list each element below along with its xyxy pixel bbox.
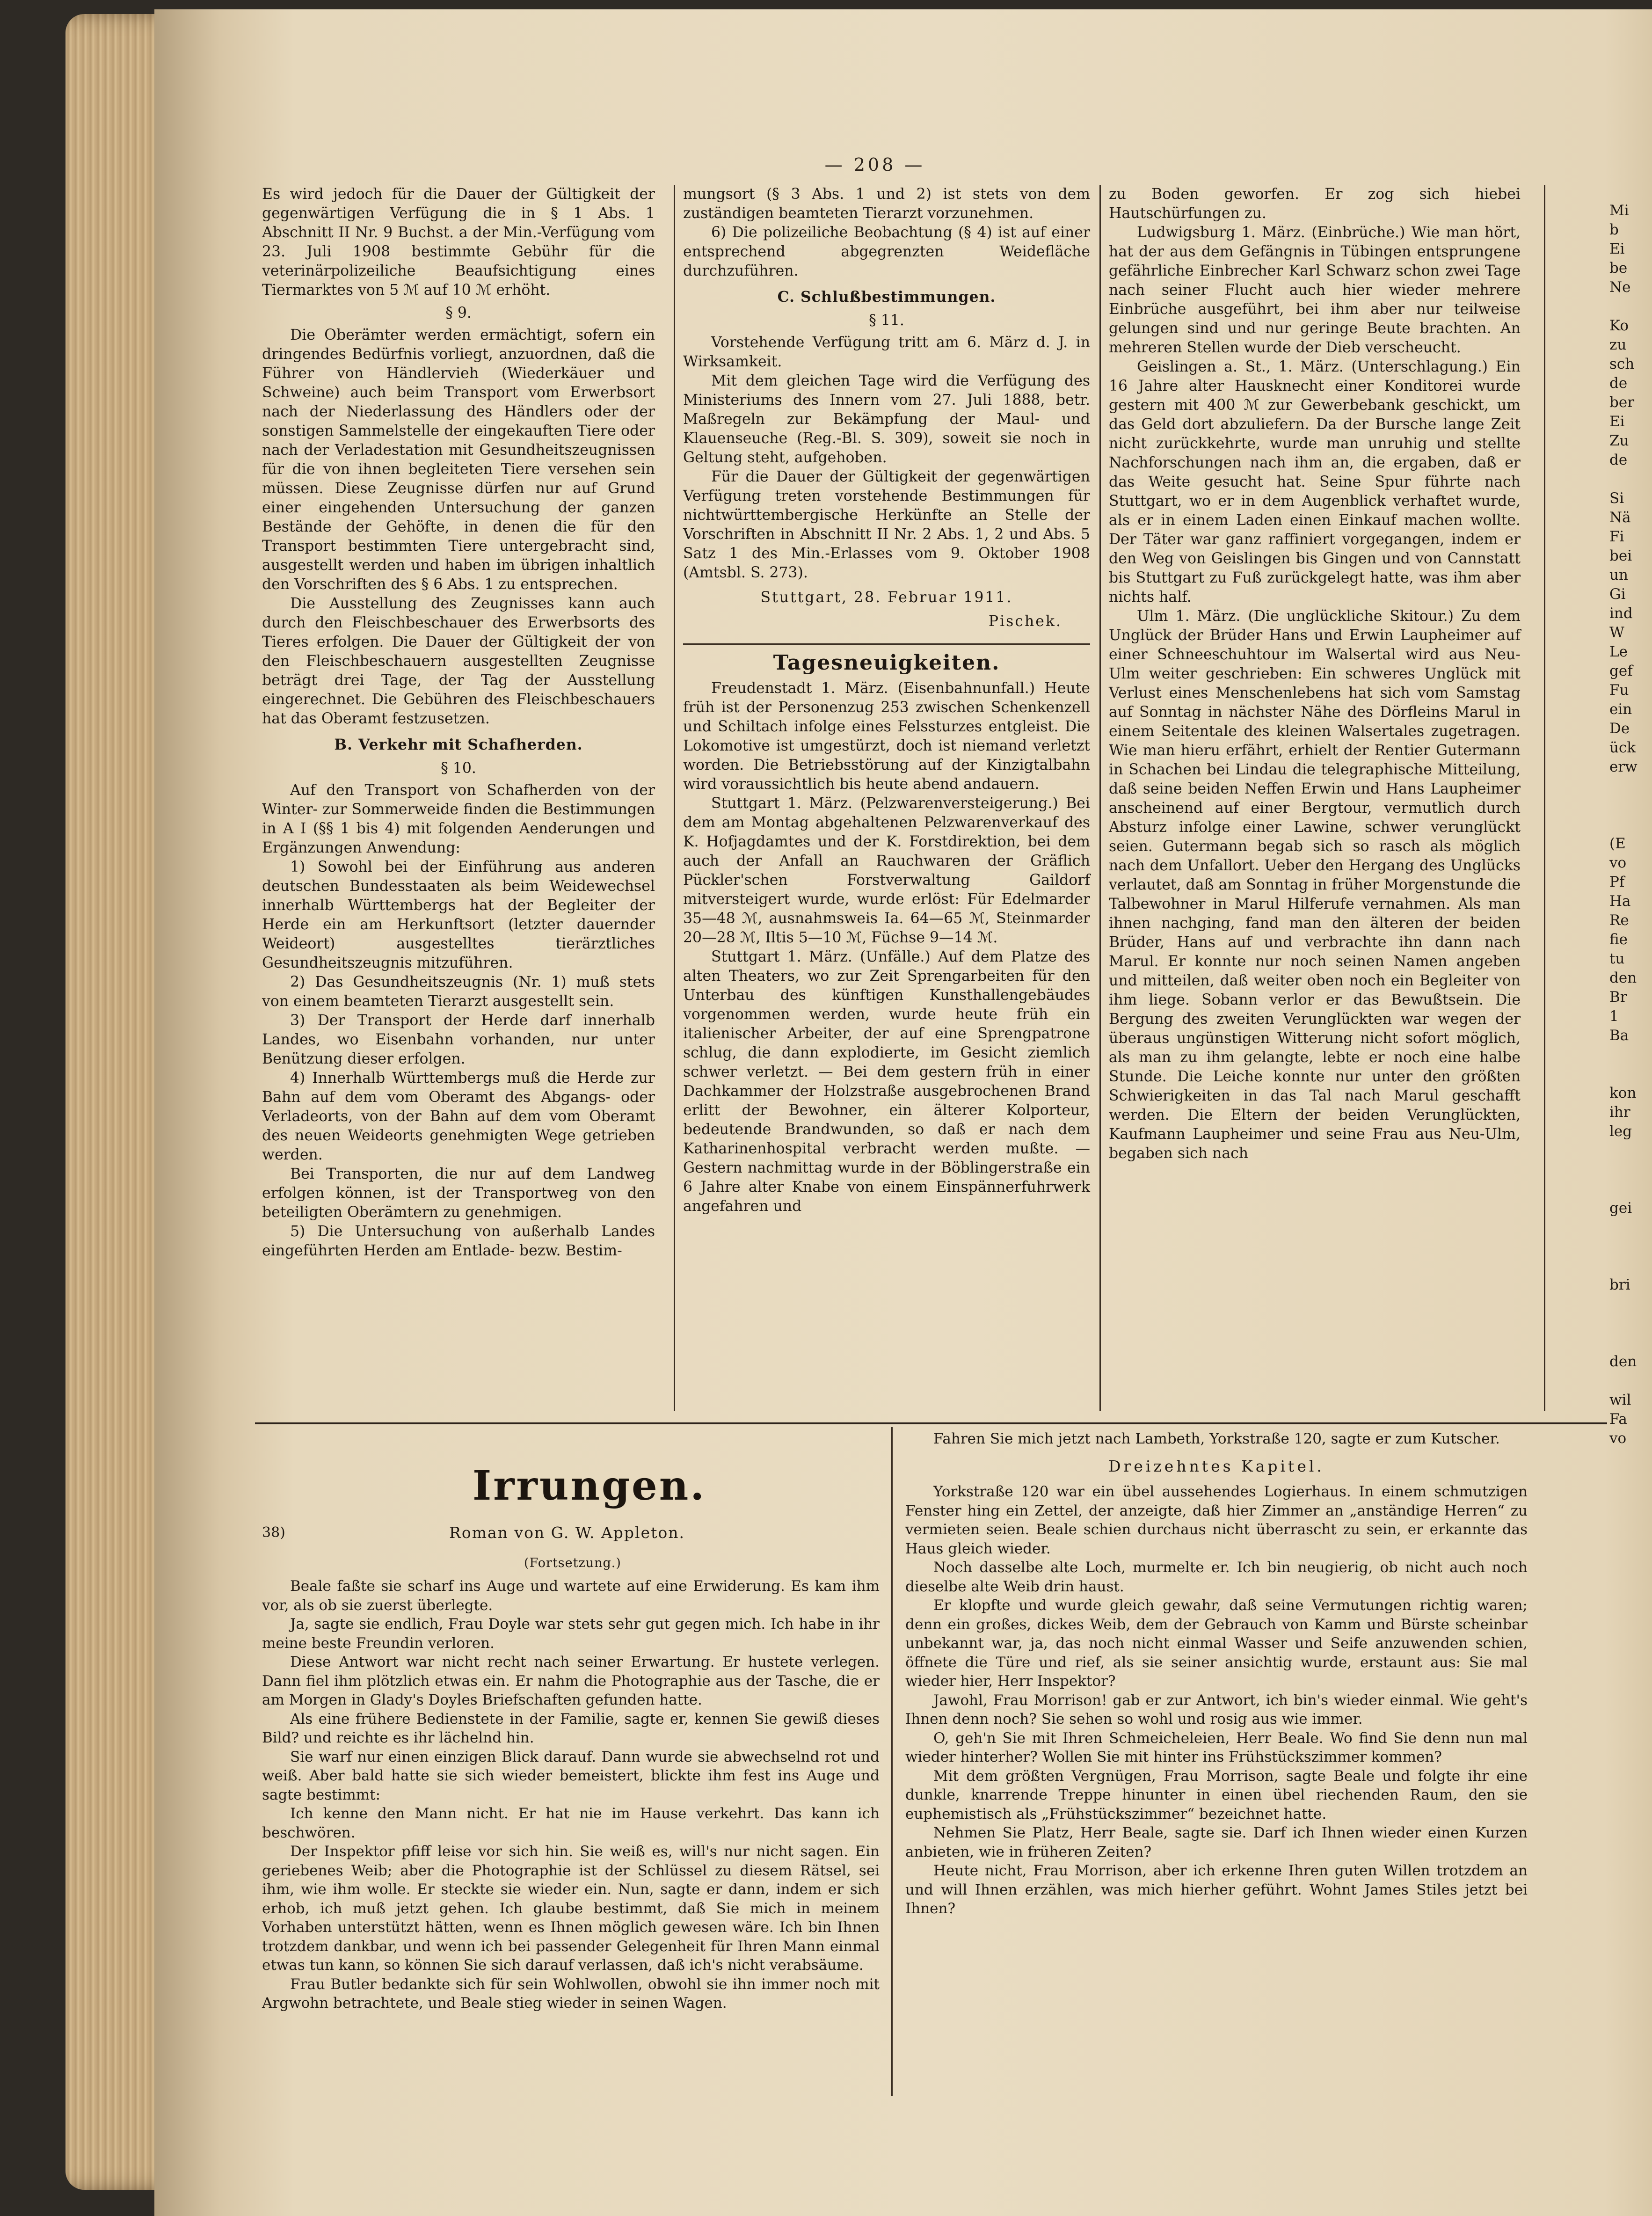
paragraph: Yorkstraße 120 war ein übel aussehendes Logierhaus. In einem schmutzigen Fenster hing ein Zettel, der anzeigte, daß hier Zimmer an „anständige Herren“ zu vermieten seien. Beale schien durchaus nicht überrascht zu sein, er erkannte das Haus gleich wieder. xyxy=(905,1483,1528,1557)
chapter-heading: Dreizehntes Kapitel. xyxy=(1108,1457,1325,1475)
fragment-line xyxy=(1609,1256,1652,1276)
paragraph: Der Inspektor pfiff leise vor sich hin. Sie weiß es, will's nur nicht sagen. Ein geriebenes Weib; aber die Photographie ist der Schlüssel zu diesem Rätsel, sei ihm, wie ihm wolle. Er steckte sie wieder ein. Nun, sagte er dann, indem er sich erhob, ich muß jetzt gehen. Ich glaube bestimmt, daß Sie mich in meinem Vorhaben unterstützt hätten, wenn es Ihnen möglich gewesen wäre. Ich bin Ihnen trotzdem dankbar, und wenn ich bei passender Gelegenheit für Ihren Mann einmal etwas tun kann, so können Sie sich darauf verlassen, daß ich's nicht verabsäume. xyxy=(262,1843,880,1974)
news-item: Stuttgart 1. März. (Pelzwarenversteigerung.) Bei dem am Montag abgehaltenen Pelzwarenverkauf des K. Hofjagdamtes und der K. Forstdirektion, bei dem auch der Anfall an Rauchwaren der Gräflich Pückler'schen Forstverwaltung Gaildorf mitversteigert wurde, wurde erlöst: Für Edelmarder 35—48 ℳ, ausnahmsweis Ia. 64—65 ℳ, Steinmarder 20—28 ℳ, Iltis 5—10 ℳ, Füchse 9—14 ℳ. xyxy=(683,795,1090,946)
fragment-line: Fa xyxy=(1609,1411,1627,1428)
fragment-line: b xyxy=(1609,221,1619,238)
column-3 xyxy=(1109,185,1521,1163)
paragraph: Die Ausstellung des Zeugnisses kann auch durch den Fleischbeschauer des Erwerbsorts des Tieres erfolgen. Die Dauer der Gültigkeit der von den Fleischbeschauern ausgestellten Zeugnisse beträgt drei Tage, der Tag der Ausstellung eingerechnet. Die Gebühren des Fleischbeschauers hat das Oberamt festzusetzen. xyxy=(262,595,655,727)
fragment-line: Ei xyxy=(1609,413,1625,430)
section-rule xyxy=(683,643,1090,645)
fragment-line xyxy=(1609,1064,1652,1084)
news-item: Ludwigsburg 1. März. (Einbrüche.) Wie man hört, hat der aus dem Gefängnis in Tübingen entsprungene gefährliche Einbrecher Karl Schwarz schon zwei Tage nach seiner Flucht auch hier wieder mehrere Einbrüche ausgeführt, bei ihm aber nur teilweise gelungen sind und nur geringe Beute brachten. An mehreren Stellen wurde der Dieb verscheucht. xyxy=(1109,224,1521,356)
fragment-line xyxy=(1609,796,1652,815)
fragment-line: tu xyxy=(1609,950,1625,967)
fragment-line: vo xyxy=(1609,1430,1627,1447)
fragment-line: Fi xyxy=(1609,528,1624,545)
paragraph: Heute nicht, Frau Morrison, aber ich erkenne Ihren guten Willen trotzdem an und will Ihnen erzählen, was mich hierher geführt. Wohnt James Stiles jetzt bei Ihnen? xyxy=(905,1862,1528,1917)
section-number: § 10. xyxy=(441,760,476,777)
fragment-line: Gi xyxy=(1609,586,1626,603)
fragment-line: Ei xyxy=(1609,241,1625,257)
paragraph: Frau Butler bedankte sich für sein Wohlwollen, obwohl sie ihn immer noch mit Argwohn betrachtete, und Beale stieg wieder in seinen Wagen. xyxy=(262,1975,880,2012)
fragment-line: (E xyxy=(1609,835,1626,852)
serial-continuation: (Fortsetzung.) xyxy=(524,1556,621,1570)
fragment-line: Pf xyxy=(1609,874,1625,890)
section-heading: B. Verkehr mit Schafherden. xyxy=(334,736,583,753)
fragment-line: ber xyxy=(1609,394,1635,411)
paragraph: zu Boden geworfen. Er zog sich hiebei Hautschürfungen zu. xyxy=(1109,186,1521,222)
serial-title: Irrungen. xyxy=(473,1462,706,1509)
fragment-line: ind xyxy=(1609,605,1633,622)
paragraph: Diese Antwort war nicht recht nach seiner Erwartung. Er hustete verlegen. Dann fiel ihm plötzlich etwas ein. Er nahm die Photographie aus der Tasche, die er am Morgen in Glady's Doyles Briefschaften gefunden hatte. xyxy=(262,1654,880,1708)
column-1 xyxy=(262,185,655,1261)
fragment-line: bei xyxy=(1609,547,1632,564)
fragment-line: wil xyxy=(1609,1392,1631,1408)
serial-installment-number: 38) xyxy=(262,1524,285,1541)
fragment-line: Fu xyxy=(1609,682,1629,699)
fragment-line: Mi xyxy=(1609,202,1629,219)
paragraph: Ja, sagte sie endlich, Frau Doyle war stets sehr gut gegen mich. Ich habe in ihr meine beste Freundin verloren. xyxy=(262,1616,880,1652)
fragment-line: kon xyxy=(1609,1085,1637,1101)
news-item: Geislingen a. St., 1. März. (Unterschlagung.) Ein 16 Jahre alter Hausknecht einer Konditorei wurde gestern mit 400 ℳ zur Gewerbebank geschickt, um das Geld dort abzuliefern. Da der Bursche lange Zeit nicht zurückkehrte, wurde man unruhig und stellte Nachforschungen nach ihm an, die ergaben, daß er das Weite gesucht hat. Seine Spur führte nach Stuttgart, wo er in dem Augenblick verhaftet wurde, als er in einem Laden einen Einkauf machen wollte. Der Täter war ganz raffiniert vorgegangen, indem er den Weg von Geislingen bis Gingen und von Cannstatt bis Stuttgart zu Fuß zurückgelegt hatte, was ihm aber nichts half. xyxy=(1109,358,1521,605)
column-2 xyxy=(683,185,1090,1216)
fragment-line: vo xyxy=(1609,854,1627,871)
fragment-line xyxy=(1609,1160,1652,1180)
fragment-line: Nä xyxy=(1609,509,1631,526)
fragment-line: W xyxy=(1609,624,1624,641)
paragraph: Bei Transporten, die nur auf dem Landweg erfolgen können, ist der Transportweg von den beteiligten Oberämtern zu genehmigen. xyxy=(262,1166,655,1221)
fragment-line: Zu xyxy=(1609,432,1629,449)
paragraph: Noch dasselbe alte Loch, murmelte er. Ich bin neugierig, ob nicht auch noch dieselbe alte Weib drin haust. xyxy=(905,1559,1528,1595)
fragment-line: un xyxy=(1609,567,1628,583)
fragment-line: gei xyxy=(1609,1200,1632,1217)
column-rule xyxy=(1544,185,1545,1411)
paragraph: mungsort (§ 3 Abs. 1 und 2) ist stets von dem zuständigen beamteten Tierarzt vorzunehmen. xyxy=(683,186,1090,222)
section-number: § 11. xyxy=(869,312,904,329)
fragment-line: Ha xyxy=(1609,893,1631,910)
paragraph: Fahren Sie mich jetzt nach Lambeth, Yorkstraße 120, sagte er zum Kutscher. xyxy=(933,1430,1500,1447)
paragraph: 3) Der Transport der Herde darf innerhalb Landes, wo Eisenbahn vorhanden, nur unter Benützung dieser erfolgen. xyxy=(262,1012,655,1067)
fragment-line: Si xyxy=(1609,490,1624,507)
fragment-line: fie xyxy=(1609,931,1628,948)
paragraph: Es wird jedoch für die Dauer der Gültigkeit der gegenwärtigen Verfügung die in § 1 Abs. 1 Abschnitt II Nr. 9 Buchst. a der Min.-Verfügung vom 23. Juli 1908 bestimmte Gebühr für die veterinärpolizeiliche Beaufsichtigung eines Tiermarktes von 5 ℳ auf 10 ℳ erhöht. xyxy=(262,186,655,299)
fragment-line xyxy=(1609,1237,1652,1256)
fragment-line: de xyxy=(1609,375,1628,392)
fragment-line: De xyxy=(1609,720,1630,737)
fragment-line: bri xyxy=(1609,1276,1630,1293)
page-number: — 208 — xyxy=(824,154,925,175)
fragment-line: Le xyxy=(1609,643,1628,660)
fragment-line xyxy=(1609,815,1652,834)
fragment-line xyxy=(1609,297,1652,316)
paragraph: Beale faßte sie scharf ins Auge und wartete auf eine Erwiderung. Es kam ihm vor, als ob sie zuerst überlegte. xyxy=(262,1578,880,1614)
dateline: Stuttgart, 28. Februar 1911. xyxy=(760,589,1013,606)
paragraph: Für die Dauer der Gültigkeit der gegenwärtigen Verfügung treten vorstehende Bestimmungen für nichtwürttembergische Herkünfte an Stelle der Vorschriften in Abschnitt II Nr. 2 Abs. 1, 2 und Abs. 5 Satz 1 des Min.-Erlasses vom 9. Oktober 1908 (Amtsbl. S. 273). xyxy=(683,468,1090,581)
feuilleton-rule xyxy=(255,1422,1607,1424)
news-section-title: Tagesneuigkeiten. xyxy=(773,651,1000,675)
news-item: Freudenstadt 1. März. (Eisenbahnunfall.) Heute früh ist der Personenzug 253 zwischen Schenkenzell und Schiltach infolge eines Felssturzes entgleist. Die Lokomotive ist umgestürzt, doch ist niemand verletzt worden. Die Betriebsstörung auf der Kinzigtalbahn wird voraussichtlich bis heute abend andauern. xyxy=(683,680,1090,793)
next-page-edge-fragment xyxy=(1609,201,1652,1448)
fragment-line xyxy=(1609,1141,1652,1160)
news-item: Ulm 1. März. (Die unglückliche Skitour.) Zu dem Unglück der Brüder Hans und Erwin Laupheimer auf einer Schneeschuhtour im Walsertal wird aus Neu-Ulm weiter geschrieben: Ein schweres Unglück mit Verlust eines Menschenlebens hat sich vom Samstag auf Sonntag in nächster Nähe des Dörfleins Marul in einem Seitentale des kleinen Walsertales zugetragen. Wie man hieru erfährt, erhielt der Rentier Gutermann in Schachen bei Lindau die telegraphische Mitteilung, daß seine beiden Neffen Erwin und Hans Laupheimer anscheinend auf einer Bergtour, vermutlich durch Absturz infolge einer Lawine, schwer verunglückt seien. Gutermann begab sich so rasch als möglich nach dem Unfallort. Ueber den Hergang des Unglücks verlautet, daß am Sonntag in früher Morgenstunde die Talbewohner in Marul Hilferufe vernahmen. Als man ihnen nachging, fand man den älteren der beiden Brüder, Hans auf und verbrachte ihn dann nach Marul. Er konnte nur noch seinen Namen angeben und mitteilen, daß weiter oben noch ein Begleiter von ihm liege. Sobann verlor er das Bewußtsein. Die Bergung des zweiten Verunglückten war wegen der überaus ungünstigen Witterung nicht sofort möglich, als man zu ihm gelangte, lebte er noch eine halbe Stunde. Die Leiche konnte nur unter den größten Schwierigkeiten in das Tal nach Marul geschafft werden. Die Eltern der beiden Verunglückten, Kaufmann Laupheimer und seine Frau aus Neu-Ulm, begaben sich nach xyxy=(1109,608,1521,1162)
fragment-line: den xyxy=(1609,970,1637,986)
fragment-line: erw xyxy=(1609,758,1637,775)
paragraph: 4) Innerhalb Württembergs muß die Herde zur Bahn auf dem vom Oberamt des Abgangs- oder Verladeorts, von der Bahn auf dem vom Oberamt des neuen Weideorts genehmigten Wege getrieben werden. xyxy=(262,1070,655,1163)
section-number: § 9. xyxy=(445,305,472,321)
column-rule xyxy=(891,1427,893,2096)
fragment-line xyxy=(1609,1180,1652,1199)
fragment-line: ück xyxy=(1609,739,1636,756)
fragment-line: zu xyxy=(1609,336,1627,353)
fragment-line xyxy=(1609,1218,1652,1237)
fragment-line xyxy=(1609,470,1652,489)
fragment-line xyxy=(1609,1371,1652,1391)
paragraph: O, geh'n Sie mit Ihren Schmeicheleien, Herr Beale. Wo find Sie denn nun mal wieder hinterher? Wollen Sie mit hinter ins Frühstückszimmer kommen? xyxy=(905,1729,1528,1765)
fragment-line: de xyxy=(1609,452,1628,468)
fragment-line xyxy=(1609,1295,1652,1314)
fragment-line: ein xyxy=(1609,701,1632,718)
fragment-line: Re xyxy=(1609,912,1629,929)
serial-column-left xyxy=(262,1577,880,2013)
paragraph: 5) Die Untersuchung von außerhalb Landes eingeführten Herden am Entlade- bezw. Bestim- xyxy=(262,1223,655,1259)
paragraph: Jawohl, Frau Morrison! gab er zur Antwort, ich bin's wieder einmal. Wie geht's Ihnen denn noch? Sie sehen so wohl und rosig aus wie immer. xyxy=(905,1691,1528,1728)
section-heading: C. Schlußbestimmungen. xyxy=(777,288,996,306)
column-rule xyxy=(674,185,675,1411)
paragraph: Vorstehende Verfügung tritt am 6. März d. J. in Wirksamkeit. xyxy=(683,334,1090,370)
paragraph: Nehmen Sie Platz, Herr Beale, sagte sie. Darf ich Ihnen wieder einen Kurzen anbieten, wie in früheren Zeiten? xyxy=(905,1824,1528,1860)
fragment-line: 1 xyxy=(1609,1008,1619,1025)
paragraph: Die Oberämter werden ermächtigt, sofern ein dringendes Bedürfnis vorliegt, anzuordnen, daß die Führer von Händlervieh (Wiederkäuer und Schweine) auch beim Transport vom Erwerbsort nach der Niederlassung des Händlers oder der sonstigen Sammelstelle der eingekauften Tiere oder nach der Verladestation mit Gesundheitszeugnissen für die von ihnen begleiteten Tiere versehen sein müssen. Diese Zeugnisse dürfen nur auf Grund einer eingehenden Untersuchung der ganzen Bestände der Gehöfte, in denen die für den Transport bestimmten Tiere untergebracht sind, ausgestellt werden und haben im übrigen inhaltlich den Vorschriften des § 6 Abs. 1 zu entsprechen. xyxy=(262,327,655,593)
paragraph: Mit dem größten Vergnügen, Frau Morrison, sagte Beale und folgte ihr eine dunkle, knarrende Treppe hinunter in einen übel riechenden Raum, den sie euphemistisch als „Frühstückszimmer“ bezeichnet hatte. xyxy=(905,1767,1528,1822)
fragment-line: gef xyxy=(1609,663,1633,679)
paragraph: Mit dem gleichen Tage wird die Verfügung des Ministeriums des Innern vom 27. Juli 1888, betr. Maßregeln zur Bekämpfung der Maul- und Klauenseuche (Reg.-Bl. S. 309), soweit sie noch in Geltung steht, aufgehoben. xyxy=(683,372,1090,466)
fragment-line: den xyxy=(1609,1353,1637,1370)
fragment-line xyxy=(1609,1333,1652,1352)
fragment-line: Ba xyxy=(1609,1027,1629,1044)
fragment-line: Ne xyxy=(1609,279,1631,296)
fragment-line xyxy=(1609,777,1652,796)
fragment-line: ihr xyxy=(1609,1104,1630,1121)
paragraph: 1) Sowohl bei der Einführung aus anderen deutschen Bundesstaaten als beim Weidewechsel innerhalb Württembergs hat der Begleiter der Herde ein am Herkunftsort (letzter dauernder Weideort) ausgestelltes tierärztliches Gesundheitszeugnis mitzuführen. xyxy=(262,859,655,971)
fragment-line xyxy=(1609,1314,1652,1333)
paragraph: Er klopfte und wurde gleich gewahr, daß seine Vermutungen richtig waren; denn ein großes, dickes Weib, dem der Gebrauch von Kamm und Bürste scheinbar unbekannt war, ja, das noch nicht einmal Wasser und Seife anzuwenden schien, öffnete die Türe und rief, als sie seiner ansichtig wurde, erstaunt aus: Sie mal wieder hier, Herr Inspektor? xyxy=(905,1597,1528,1690)
paragraph: 6) Die polizeiliche Beobachtung (§ 4) ist auf einer entsprechend abgegrenzten Weidefläche durchzuführen. xyxy=(683,224,1090,279)
paragraph: Auf den Transport von Schafherden von der Winter- zur Sommerweide finden die Bestimmungen in A I (§§ 1 bis 4) mit folgenden Aenderungen und Ergänzungen Anwendung: xyxy=(262,782,655,856)
fragment-line: sch xyxy=(1609,356,1635,372)
column-rule xyxy=(1099,185,1101,1411)
fragment-line: Br xyxy=(1609,989,1627,1006)
serial-author: Roman von G. W. Appleton. xyxy=(449,1524,685,1542)
fragment-line: Ko xyxy=(1609,317,1629,334)
paragraph: Als eine frühere Bedienstete in der Familie, sagte er, kennen Sie gewiß dieses Bild? und reichte es ihr lächelnd hin. xyxy=(262,1710,880,1746)
paragraph: Sie warf nur einen einzigen Blick darauf. Dann wurde sie abwechselnd rot und weiß. Aber bald hatte sie sich wieder bemeistert, blickte ihm fest ins Auge und sagte bestimmt: xyxy=(262,1748,880,1803)
signature: Pischek. xyxy=(988,613,1062,630)
news-item: Stuttgart 1. März. (Unfälle.) Auf dem Platze des alten Theaters, wo zur Zeit Sprengarbeiten für den Unterbau des künftigen Kunsthallengebäudes vorgenommen werden, wurde heute früh ein italienischer Arbeiter, der auf eine Sprengpatrone schlug, die dann explodierte, im Gesicht ziemlich schwer verletzt. — Bei dem gestern früh in einer Dachkammer der Holzstraße ausgebrochenen Brand erlitt der Bewohner, ein älterer Kolporteur, bedeutende Brandwunden, so daß er nach dem Katharinenhospital verbracht werden mußte. — Gestern nachmittag wurde in der Böblingerstraße ein 6 Jahre alter Knabe von einem Einspännerfuhrwerk angefahren und xyxy=(683,948,1090,1215)
fragment-line: leg xyxy=(1609,1123,1632,1140)
paragraph: Ich kenne den Mann nicht. Er hat nie im Hause verkehrt. Das kann ich beschwören. xyxy=(262,1805,880,1841)
paragraph: 2) Das Gesundheitszeugnis (Nr. 1) muß stets von einem beamteten Tierarzt ausgestellt sein. xyxy=(262,974,655,1010)
fragment-line xyxy=(1609,1045,1652,1064)
serial-column-right xyxy=(905,1429,1528,1918)
fragment-line: be xyxy=(1609,260,1628,277)
